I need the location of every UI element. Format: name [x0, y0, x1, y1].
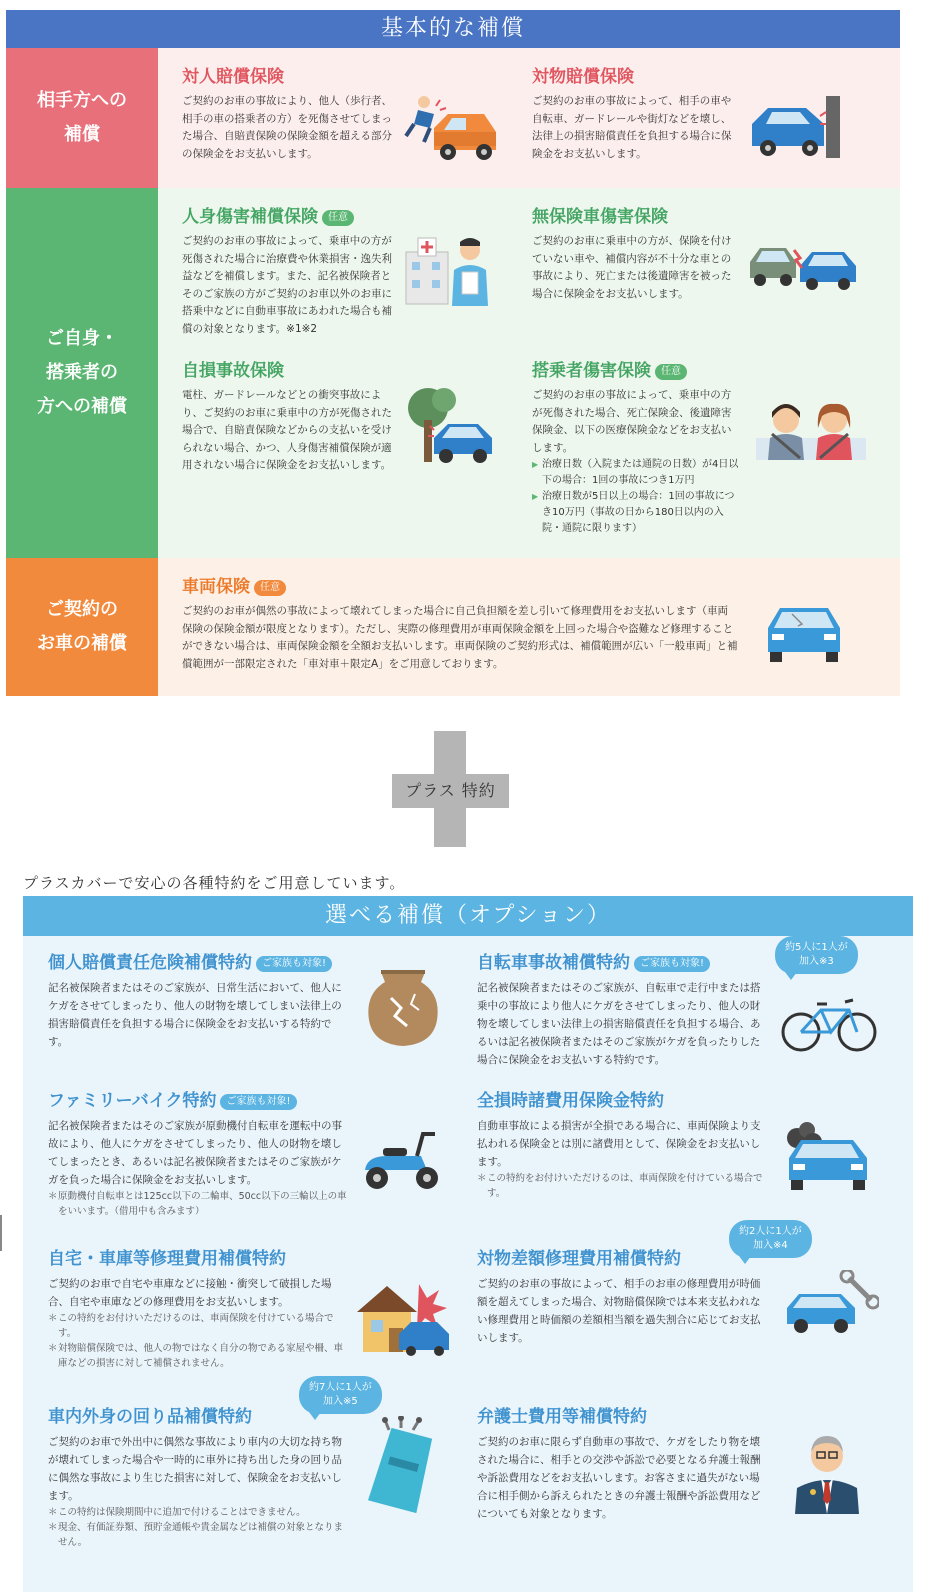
hospital-patient-illustration: [404, 230, 496, 308]
item-text: ご契約のお車の事故によって、相手の車や自転車、ガードレールや街灯などを壊し、法律上の損害賠償責任を負担する場合に保険金をお支払いします。: [532, 95, 732, 160]
optional-tag: 任意: [322, 210, 354, 226]
item-title: 個人賠償責任危険補償特約 ご家族も対象!: [48, 948, 348, 973]
car-hits-house-illustration: [353, 1276, 451, 1356]
damaged-car-front-illustration: [762, 600, 846, 664]
band-self-passengers: [6, 188, 900, 558]
item-text: ご契約のお車の事故によって、乗車中の方が死傷された場合、死亡保険金、後遺障害保険金、以下の医療保険金などをお支払いします。: [532, 389, 732, 454]
item-note: ＊ 原動機付自転車とは125cc以下の二輪車、50cc以下の三輪以上の車をいいます。（借用中も含みます）: [48, 1189, 348, 1219]
item-title: 自損事故保険: [182, 361, 284, 381]
item-title: 自転車事故補償特約 ご家族も対象!: [477, 948, 767, 973]
item-title: 自宅・車庫等修理費用補償特約: [48, 1249, 286, 1269]
options-section: [23, 936, 913, 1592]
item-text: ご契約のお車で外出中に偶然な事故により車内の大切な持ち物が壊れてしまった場合や一時的に車外に持ち出した身の回り品に偶然な事故により生じた損害に対して、保険金をお支払いします。: [48, 1436, 342, 1502]
item-personal-injury: [182, 202, 394, 338]
golf-bag-illustration: [367, 1416, 439, 1516]
item-note: ＊ 現金、有価証券類、預貯金通帳や貴金属などは補償の対象となりません。: [48, 1520, 348, 1550]
item-title: 対人賠償保険: [182, 67, 284, 87]
item-text: 自動車事故による損害が全損である場合に、車両保険より支払われる保険金とは別に諸費用として、保険金をお支払いします。: [477, 1120, 761, 1168]
family-tag: ご家族も対象!: [256, 956, 332, 972]
item-passenger-injury: [532, 356, 740, 537]
option-personal-liability: [48, 948, 348, 1051]
car-hits-tree-illustration: [404, 386, 496, 466]
item-text: 電柱、ガードレールなどとの衝突事故により、ご契約のお車に乗車中の方が死傷された場合で、自賠責保険などからの支払いを受けられない場合、かつ、人身傷害補償保険が適用されない場合に保険金をお支払いします。: [182, 389, 392, 471]
item-title: 無保険車傷害保険: [532, 207, 668, 227]
item-title: 弁護士費用等補償特約: [477, 1407, 647, 1427]
band-third-party: [6, 48, 900, 188]
lawyer-illustration: [789, 1430, 865, 1514]
family-tag: ご家族も対象!: [634, 956, 710, 972]
item-vehicle-insurance: [182, 572, 738, 673]
item-title: 車両保険 任意: [182, 572, 738, 597]
two-car-collision-illustration: [748, 232, 858, 292]
option-home-garage-repair: [48, 1244, 348, 1371]
enrollment-bubble: 約7人に1人が 加入※5: [299, 1376, 382, 1414]
enrollment-bubble: 約5人に1人が 加入※3: [775, 936, 858, 974]
family-tag: ご家族も対象!: [220, 1094, 296, 1110]
item-note: ＊ この特約は保険期間中に追加で付けることはできません。: [48, 1505, 348, 1520]
option-total-loss-expenses: [477, 1086, 769, 1201]
option-bicycle-accident: [477, 948, 767, 1069]
enrollment-bubble: 約2人に1人が 加入※4: [729, 1220, 812, 1258]
option-belongings: [48, 1402, 348, 1550]
band-label-vehicle: ご契約の お車の補償: [6, 558, 158, 696]
item-title: 人身傷害補償保険 任意: [182, 202, 394, 227]
item-text: ご契約のお車の事故によって、相手のお車の修理費用が時価額を超えてしまった場合、対物賠償保険では本来支払われない修理費用と時価額の差額相当額を過失割合に応じてお支払いします。: [477, 1278, 761, 1344]
item-text: ご契約のお車の事故により、他人（歩行者、相手の車の搭乗者の方）を死傷させてしまった場合、自賠責保険の保険金額を超える部分の保険金をお支払いします。: [182, 95, 392, 160]
item-title: 搭乗者傷害保険 任意: [532, 356, 740, 381]
option-property-difference-repair: [477, 1244, 769, 1347]
item-title: 対物賠償保険: [532, 67, 634, 87]
item-text: 記名被保険者またはそのご家族が、自転車で走行中または搭乗中の事故により他人にケガをさせてしまったり、他人の財物を壊してしまい法律上の損害賠償責任を負担する場合、あるいは記名被保険者またはそのご家族がケガを負ったりした場合に保険金をお支払いする特約です。: [477, 982, 761, 1066]
options-header: 選べる補償（オプション）: [23, 896, 913, 936]
edge-mark: [0, 1215, 2, 1251]
bullet-item: ▶ 治療日数（入院または通院の日数）が4日以下の場合：1回の事故につき1万円: [532, 457, 740, 489]
rider-intro-text: プラスカバーで安心の各種特約をご用意しています。: [23, 874, 406, 892]
item-text: ご契約のお車が偶然の事故によって壊れてしまった場合に自己負担額を差し引いて修理費用をお支払いします（車両保険の保険金額が限度となります）。ただし、実際の修理費用が車両保険金額を上回った場合や盗難など修理することができない場合は、車両保険金額を全額お支払いします。車両保険のご契約形式は、補償範囲が広い「一般車両」と補償範囲が一部限定された「車対車＋限定A」をご用意しております。: [182, 605, 738, 670]
item-text: ご契約のお車の事故によって、乗車中の方が死傷された場合に治療費や休業損害・逸失利益などを補償します。また、記名被保険者とそのご家族の方がご契約のお車以外のお車に搭乗中などに自動車事故にあわれた場合も補償の対象となります。※1※2: [182, 235, 392, 335]
broken-vase-illustration: [361, 964, 445, 1050]
band-label-third-party: 相手方への 補償: [6, 48, 158, 188]
item-note: ＊ この特約をお付けいただけるのは、車両保険を付けている場合です。: [48, 1311, 348, 1341]
item-text: ご契約のお車に乗車中の方が、保険を付けていない車や、補償内容が不十分な車との事故により、死亡または後遺障害を被った場合に保険金をお支払いします。: [532, 235, 732, 300]
item-property-damage: [532, 62, 740, 163]
bicycle-illustration: [779, 992, 879, 1054]
option-family-bike: [48, 1086, 348, 1219]
bullet-item: ▶ 治療日数が5日以上の場合：1回の事故につき10万円（事故の日から180日以内の入院・通院に限ります）: [532, 489, 740, 537]
optional-tag: 任意: [254, 580, 286, 596]
seatbelt-passengers-illustration: [756, 398, 866, 460]
item-uninsured-vehicle: [532, 202, 740, 303]
item-text: ご契約のお車に限らず自動車の事故で、ケガをしたり物を壊された場合に、相手との交渉や訴訟で必要となる弁護士報酬や訴訟費用などをお支払いします。お客さまに過失がない場合に相手側から訴えられたときの弁護士報酬や訴訟費用などについても対象となります。: [477, 1436, 761, 1520]
item-title: 車内外身の回り品補償特約: [48, 1407, 252, 1427]
item-text: 記名被保険者またはそのご家族が、日常生活において、他人にケガをさせてしまったり、他人の財物を壊してしまい法律上の損害賠償責任を負担する場合に保険金をお支払いする特約です。: [48, 982, 342, 1048]
option-lawyer-fees: [477, 1402, 769, 1523]
scooter-illustration: [357, 1126, 447, 1192]
item-note: ＊ この特約をお付けいただけるのは、車両保険を付けている場合です。: [477, 1171, 769, 1201]
item-note: ＊ 対物賠償保険では、他人の物ではなく自分の物である家屋や柵、車庫などの損害に対して補償されません。: [48, 1341, 348, 1371]
item-self-accident: [182, 356, 394, 475]
item-text: 記名被保険者またはそのご家族が原動機付自転車を運転中の事故により、他人にケガをさせてしまったり、他人の財物を壊してしまったとき、あるいは記名被保険者またはそのご家族がケガを負った場合に保険金をお支払いします。: [48, 1120, 342, 1186]
item-text: ご契約のお車で自宅や車庫などに接触・衝突して破損した場合、自宅や車庫などの修理費用をお支払いします。: [48, 1278, 332, 1308]
item-title: 全損時諸費用保険金特約: [477, 1091, 664, 1111]
item-bodily-injury: [182, 62, 394, 163]
optional-tag: 任意: [655, 364, 687, 380]
smoking-car-illustration: [783, 1122, 873, 1192]
band-label-self: ご自身・ 搭乗者の 方への補償: [6, 188, 158, 558]
basic-coverage-section: [6, 0, 900, 696]
band-vehicle: [6, 558, 900, 696]
car-repair-wrench-illustration: [783, 1270, 879, 1334]
basic-coverage-header: 基本的な補償: [6, 10, 900, 48]
plus-rider-label: プラス 特約: [405, 781, 496, 800]
item-title: 対物差額修理費用補償特約: [477, 1249, 681, 1269]
pedestrian-accident-illustration: [404, 88, 500, 164]
car-crash-wall-illustration: [748, 94, 844, 160]
item-title: ファミリーバイク特約 ご家族も対象!: [48, 1086, 348, 1111]
